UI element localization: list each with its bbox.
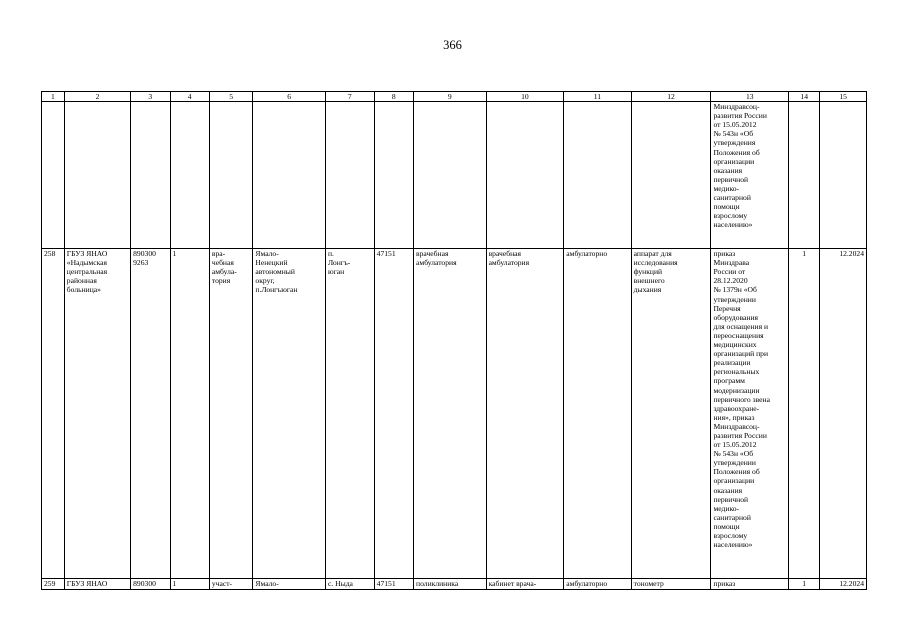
column-number: 2 <box>64 92 130 102</box>
column-number: 3 <box>131 92 170 102</box>
table-cell <box>414 102 487 249</box>
column-number: 4 <box>170 92 209 102</box>
division-cell: врачебная амбулатория <box>414 249 487 579</box>
normative-document-cell: приказ Минздрава России от 28.12.2020 № 1379н «Об утверждении Перечня оборудования для оснащения и переоснащения медицинских организаций при реализации региональных программ модернизации первичного звена здравоохране- ния», приказ Минздравсоц- развития России от 15.05.2012 № 543н «Об утверждении Положения об организации оказания первичной медико- санитарной помощи взрослому населению» <box>711 249 789 579</box>
column-number: 7 <box>325 92 374 102</box>
table-cell <box>486 102 564 249</box>
table-cell: 47151 <box>374 249 413 579</box>
column-number: 9 <box>414 92 487 102</box>
address-cell: Ямало- Ненецкий автономный округ, п.Лонгъюган <box>253 249 326 579</box>
equipment-cell: аппарат для исследования функций внешнего дыхания <box>631 249 711 579</box>
cabinet-cell: кабинет врача- <box>486 579 564 590</box>
cabinet-cell: врачебная амбулатория <box>486 249 564 579</box>
equipment-cell: тонометр <box>631 579 711 590</box>
table-cell <box>564 102 631 249</box>
date-cell: 12.2024 <box>820 579 867 590</box>
table-cell <box>820 102 867 249</box>
table-cell: 1 <box>170 579 209 590</box>
table-cell <box>253 102 326 249</box>
column-number: 10 <box>486 92 564 102</box>
code-cell: 890300 9263 <box>131 249 170 579</box>
column-number: 13 <box>711 92 789 102</box>
table-cell <box>789 102 820 249</box>
equipment-table <box>41 91 867 590</box>
column-number: 6 <box>253 92 326 102</box>
column-number: 8 <box>374 92 413 102</box>
row-number-cell: 258 <box>42 249 65 579</box>
unit-type-cell: вра- чебная амбула- тория <box>209 249 253 579</box>
table-cell <box>374 102 413 249</box>
quantity-cell: 1 <box>789 579 820 590</box>
table-cell <box>631 102 711 249</box>
table-row <box>42 102 867 249</box>
table-row <box>42 579 867 590</box>
care-conditions-cell: амбулаторно <box>564 579 631 590</box>
column-number: 14 <box>789 92 820 102</box>
settlement-cell: с. Ныда <box>325 579 374 590</box>
quantity-cell: 1 <box>789 249 820 579</box>
row-number-cell: 259 <box>42 579 65 590</box>
date-cell: 12.2024 <box>820 249 867 579</box>
column-number: 5 <box>209 92 253 102</box>
table-cell: 47151 <box>374 579 413 590</box>
organization-cell: ГБУЗ ЯНАО <box>64 579 130 590</box>
address-cell: Ямало- <box>253 579 326 590</box>
column-number: 11 <box>564 92 631 102</box>
settlement-cell: п. Лонгъ- юган <box>325 249 374 579</box>
table-cell <box>64 102 130 249</box>
column-number-row <box>42 92 867 102</box>
table-cell <box>325 102 374 249</box>
table-cell <box>209 102 253 249</box>
column-number: 1 <box>42 92 65 102</box>
normative-document-cell: Минздравсоц- развития России от 15.05.2012 № 543н «Об утверждения Положения об организации оказания первичной медико- санитарной помощи взрослому населению» <box>711 102 789 249</box>
unit-type-cell: участ- <box>209 579 253 590</box>
table-cell <box>131 102 170 249</box>
code-cell: 890300 <box>131 579 170 590</box>
division-cell: поликлиника <box>414 579 487 590</box>
column-number: 12 <box>631 92 711 102</box>
normative-document-cell: приказ <box>711 579 789 590</box>
table-row <box>42 249 867 579</box>
table-cell <box>170 102 209 249</box>
care-conditions-cell: амбулаторно <box>564 249 631 579</box>
table-cell: 1 <box>170 249 209 579</box>
page-number: 366 <box>443 38 462 52</box>
organization-cell: ГБУЗ ЯНАО «Надымская центральная районная больница» <box>64 249 130 579</box>
column-number: 15 <box>820 92 867 102</box>
table-cell <box>42 102 65 249</box>
